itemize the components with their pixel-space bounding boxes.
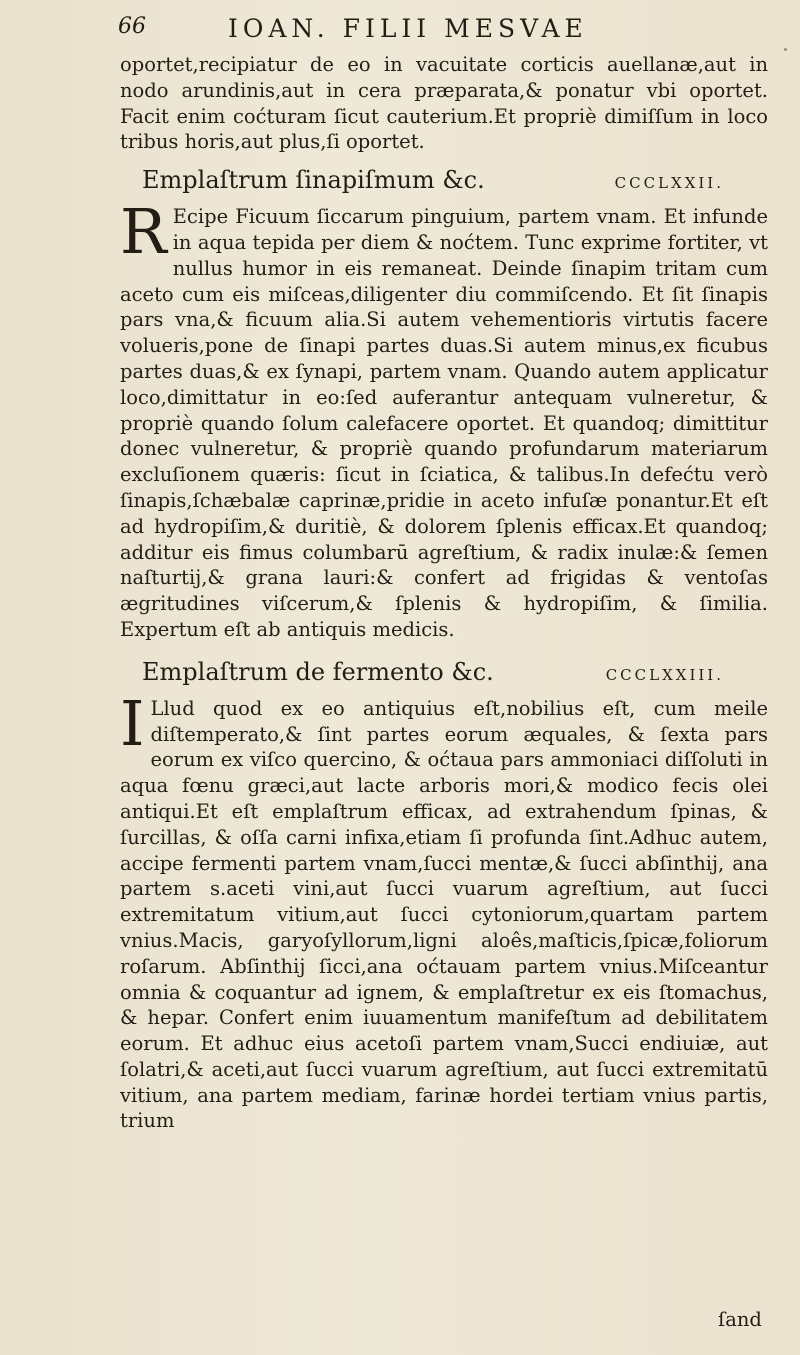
drop-cap: R bbox=[120, 195, 167, 269]
section-number: CCCLXXII. bbox=[614, 174, 724, 193]
page-body bbox=[120, 52, 768, 1134]
section-text: Ecipe Ficuum ſiccarum pinguium, partem vnam. Et infunde in aqua tepida per diem & noćtem. Tunc exprime fortiter, vt nullus humor in eis remaneat. Deinde ſinapim tritam cum aceto cum eis miſceas,diligenter diu commiſcendo. Et ſit ſinapis pars vna,& ficuum alia.Si autem vehementioris virtutis facere volueris,pone de ſinapi partes duas.Si autem minus,ex ficubus partes duas,& ex ſynapi, partem vnam. Quando autem applicatur loco,dimittatur in eo:ſed auferantur antequam vulneretur, & propriè quando ſolum calefacere oportet. Et quandoq; dimittitur donec vulneretur, & propriè quando profundarum materiarum excluſionem quæris: ſicut in ſciatica, & talibus.In defećtu verò ſinapis,ſchæbalæ caprinæ,pridie in aceto infuſæ ponantur.Et eſt ad hydropiſim,& duritiè, & dolorem ſplenis efficax.Et quandoq; additur eis fimus columbarū agreſtium, & radix inulæ:& ſemen naſturtij,& grana lauri:& confert ad frigidas & ventoſas ægritudines viſcerum,& ſplenis & hydropiſim, & ſimilia. Expertum eſt ab antiquis medicis. bbox=[120, 205, 768, 641]
section-heading-sinapismum bbox=[142, 163, 768, 200]
section-paragraph-sinapismum bbox=[120, 195, 768, 643]
section-paragraph-fermento bbox=[120, 686, 768, 1135]
section-heading-fermento bbox=[142, 655, 768, 692]
section-title: Emplaſtrum ſinapiſmum &c. bbox=[142, 166, 485, 195]
page-number: 66 bbox=[118, 14, 146, 39]
drop-cap: I bbox=[120, 686, 145, 760]
catchword: ſand bbox=[718, 1308, 762, 1331]
paper-speck bbox=[784, 48, 787, 51]
running-head: IOAN. FILII MESVAE bbox=[228, 14, 588, 43]
section-number: CCCLXXIII. bbox=[605, 665, 724, 684]
intro-paragraph: oportet,recipiatur de eo in vacuitate corticis auellanæ,aut in nodo arundinis,aut in cera præparata,& ponatur vbi oportet. Facit enim coćturam ſicut cauterium.Et propriè dimiſſum in loco tribus horis,aut plus,ſi oportet. bbox=[120, 53, 768, 154]
page-header bbox=[118, 14, 738, 46]
section-title: Emplaſtrum de fermento &c. bbox=[142, 657, 494, 686]
section-text: Llud quod ex eo antiquius eſt,nobilius eſt, cum meile diſtemperato,& ſint partes eorum æquales, & ſexta pars eorum ex viſco quercino, & oćtaua pars ammoniaci diſſoluti in aqua fœnu græci,aut lacte arboris mori,& modico fecis olei antiqui.Et eſt emplaſtrum efficax, ad extrahendum ſpinas, & ſurcillas, & oſſa carni infixa,etiam ſi profunda ſint.Adhuc autem, accipe fermenti partem vnam,ſucci mentæ,& ſucci abſinthij, ana partem s.aceti vini,aut ſucci vuarum agreſtium, aut ſucci extremitatum vitium,aut ſucci cytoniorum,quartam partem vnius.Macis, garyoſyllorum,ligni aloês,maſticis,ſpicæ,foliorum roſarum. Abſinthij ſicci,ana oćtauam partem vnius.Miſceantur omnia & coquantur ad ignem, & emplaſtretur ex eis ſtomachus, & hepar. Confert enim iuuamentum manifeſtum ad debilitatem eorum. Et adhuc eius acetoſi partem vnam,Succi endiuiæ, aut ſolatri,& aceti,aut ſucci vuarum agreſtium, aut ſucci extremitatū vitium, ana partem mediam, farinæ hordei tertiam vnius partis, trium bbox=[120, 696, 768, 1133]
